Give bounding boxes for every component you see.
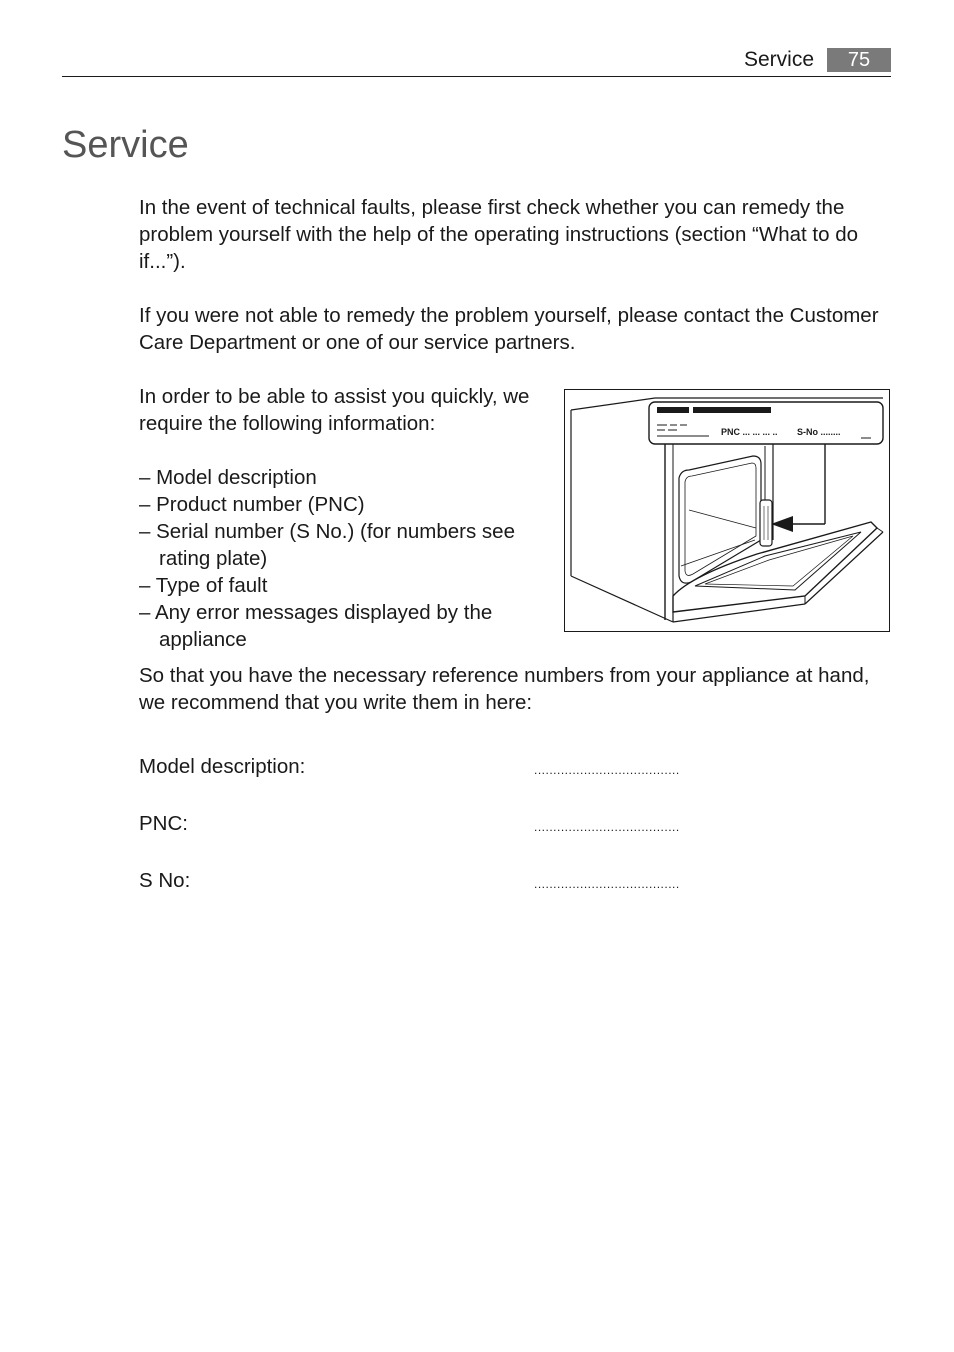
page-title: Service [62,124,189,166]
plate-pnc-label: PNC ... ... ... .. [721,427,778,437]
oven-illustration [565,390,889,631]
field-label: Model description: [139,755,306,778]
list-item: – Model description [139,466,317,489]
list-item: – Any error messages displayed by the appliance [139,601,493,651]
info-needed-paragraph: In order to be able to assist you quickly, we require the following information: [139,385,530,435]
required-info-list [139,464,549,653]
field-blank: ...................................... [534,763,680,777]
page-number: 75 [827,48,891,72]
field-blank: ...................................... [534,820,680,834]
reference-fields [139,755,739,926]
page-header [62,44,891,77]
header-section-title: Service [743,48,814,71]
field-label: PNC: [139,812,188,835]
arrow-icon [771,516,793,532]
pnc-field [139,812,739,869]
intro-paragraph: In the event of technical faults, please first check whether you can remedy the problem yourself with the help of the operating instructions (section “What to do if...”). [139,196,859,273]
rating-plate-figure [564,389,890,632]
contact-paragraph: If you were not able to remedy the problem yourself, please contact the Customer Care Department or one of our service partners. [139,304,879,354]
plate-sno-label: S-No ........ [797,427,841,437]
field-blank: ...................................... [534,877,680,891]
field-label: S No: [139,869,191,892]
list-item: – Serial number (S No.) (for numbers see rating plate) [139,520,515,570]
list-item: – Product number (PNC) [139,493,365,516]
model-description-field [139,755,739,812]
serial-number-field [139,869,739,926]
reference-paragraph: So that you have the necessary reference numbers from your appliance at hand, we recommend that you write them in here: [139,664,870,714]
list-item: – Type of fault [139,574,268,597]
